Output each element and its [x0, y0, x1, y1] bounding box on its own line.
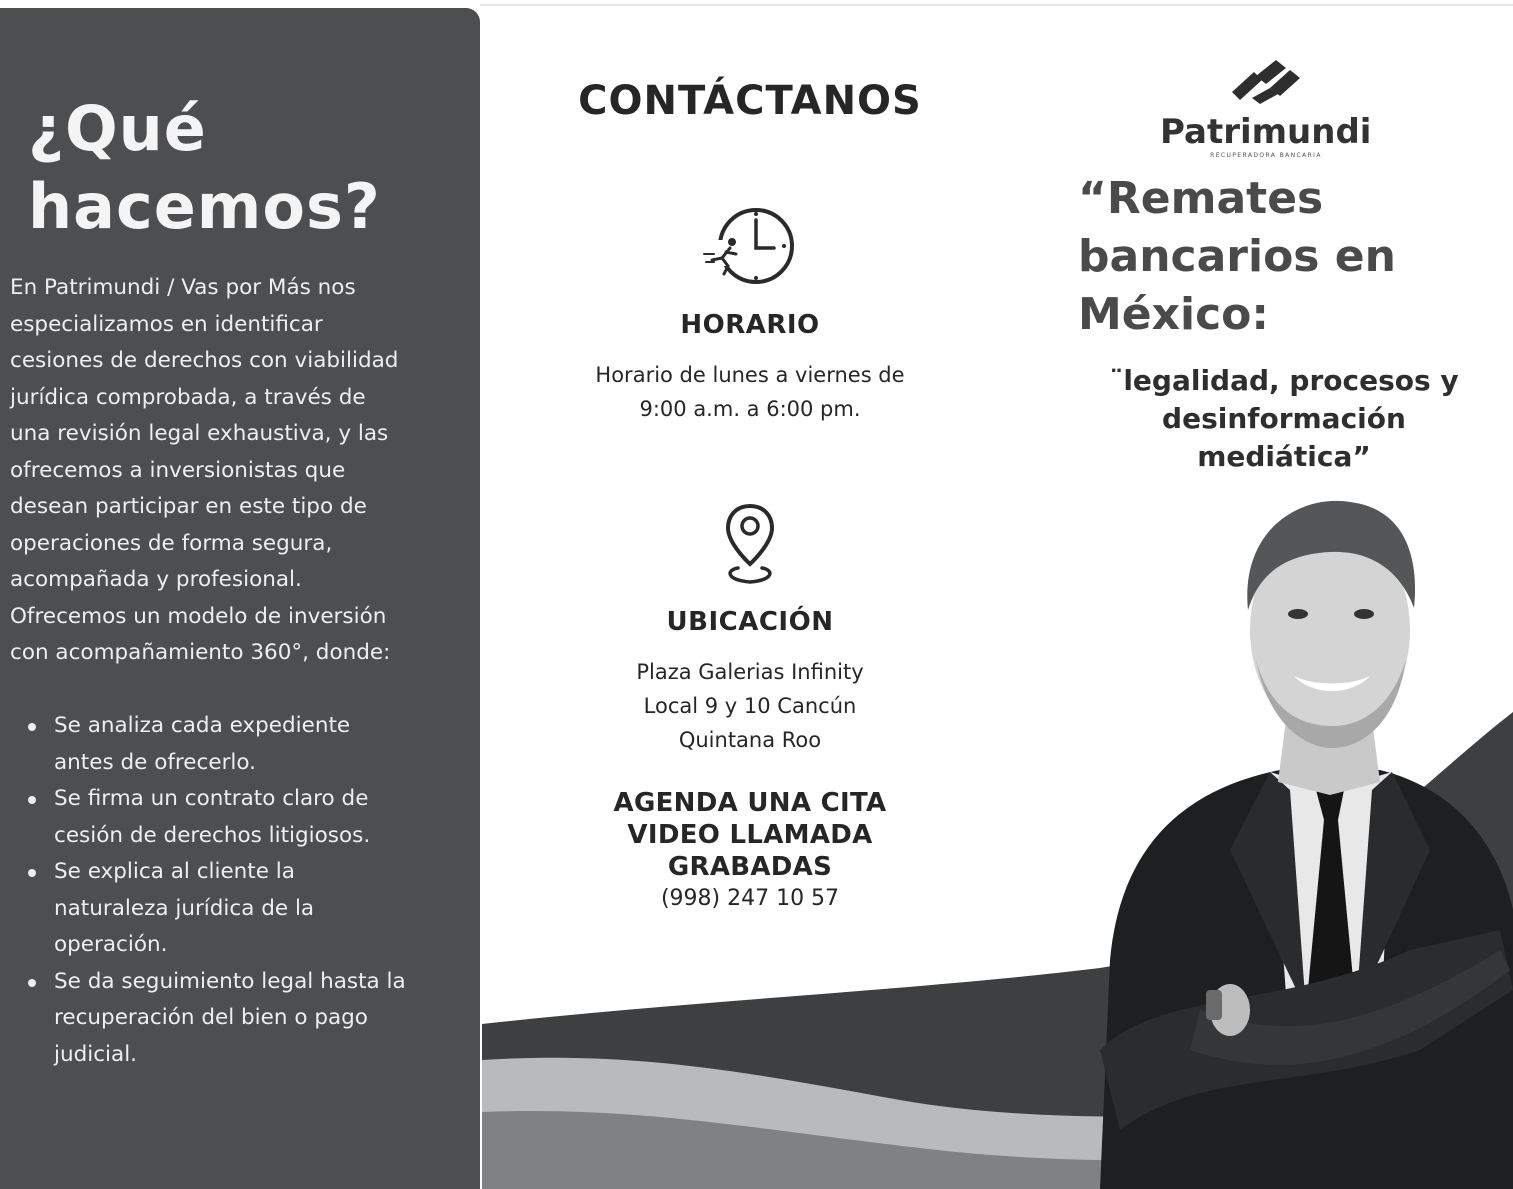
- paragraph-line: Ofrecemos un modelo de inversión: [10, 603, 387, 629]
- headline-line: bancarios en: [1078, 231, 1396, 282]
- list-item-line: Se firma un contrato claro de: [54, 786, 369, 811]
- list-item-line: cesión de derechos litigiosos.: [54, 822, 371, 848]
- location-line: Quintana Roo: [678, 728, 822, 752]
- paragraph-line: jurídica comprobada, a través de: [10, 384, 366, 410]
- schedule-text: [540, 358, 960, 426]
- list-item-line: naturaleza jurídica de la: [54, 895, 315, 921]
- patrimundi-logo-mark: [1226, 58, 1306, 108]
- headline-subtitle: [1094, 362, 1474, 476]
- list-item-line: recuperación del bien o pago: [54, 1005, 368, 1030]
- paragraph-line: con acompañamiento 360°, donde:: [10, 640, 391, 665]
- location-pin-icon: [722, 502, 778, 586]
- heading-line: hacemos?: [28, 170, 381, 243]
- paragraph-line: cesiones de derechos con viabilidad: [10, 348, 399, 373]
- location-line: Plaza Galerias Infinity: [636, 660, 864, 684]
- presenter-photo: [1080, 490, 1513, 1189]
- paragraph-line: En Patrimundi / Vas por Más nos: [10, 275, 356, 300]
- agenda-line: AGENDA UNA CITA: [613, 788, 887, 818]
- list-item-line: operación.: [54, 932, 168, 957]
- paragraph-line: acompañada y profesional.: [10, 567, 302, 592]
- paragraph-line: ofrecemos a inversionistas que: [10, 457, 346, 483]
- list-item-line: antes de ofrecerlo.: [54, 749, 256, 775]
- contact-title: CONTÁCTANOS: [578, 78, 922, 124]
- heading-line: ¿Qué: [28, 92, 207, 165]
- schedule-title: HORARIO: [680, 310, 820, 340]
- schedule-line: 9:00 a.m. a 6:00 pm.: [639, 397, 861, 421]
- headline-line: “Remates: [1078, 173, 1324, 224]
- list-item-line: Se explica al cliente la: [54, 859, 295, 884]
- subtitle-line: mediática”: [1197, 440, 1371, 473]
- agenda-line: VIDEO LLAMADA: [627, 820, 873, 850]
- appointment-call-to-action: [560, 787, 940, 883]
- paragraph-line: operaciones de forma segura,: [10, 530, 333, 556]
- phone-number[interactable]: (998) 247 10 57: [660, 886, 840, 911]
- headline-line: México:: [1078, 289, 1269, 340]
- location-line: Local 9 y 10 Cancún: [643, 694, 857, 718]
- subtitle-line: desinformación: [1162, 402, 1406, 435]
- clock-runner-icon: [702, 204, 798, 290]
- paragraph-line: especializamos en identificar: [10, 311, 323, 337]
- location-text: [540, 655, 960, 757]
- location-title: UBICACIÓN: [666, 607, 834, 637]
- brand-tagline: RECUPERADORA BANCARIA: [1210, 152, 1322, 159]
- list-item-line: Se da seguimiento legal hasta la: [54, 968, 406, 994]
- list-item-line: Se analiza cada expediente: [54, 713, 351, 738]
- schedule-line: Horario de lunes a viernes de: [595, 363, 905, 387]
- brand-name: Patrimundi: [1160, 112, 1372, 152]
- headline-title: [1078, 170, 1396, 344]
- paragraph-line: desean participar en este tipo de: [10, 494, 367, 519]
- paragraph-line: una revisión legal exhaustiva, y las: [10, 421, 389, 446]
- subtitle-line: ¨legalidad, procesos y: [1109, 364, 1459, 397]
- agenda-line: GRABADAS: [667, 852, 833, 882]
- list-item-line: judicial.: [54, 1041, 137, 1067]
